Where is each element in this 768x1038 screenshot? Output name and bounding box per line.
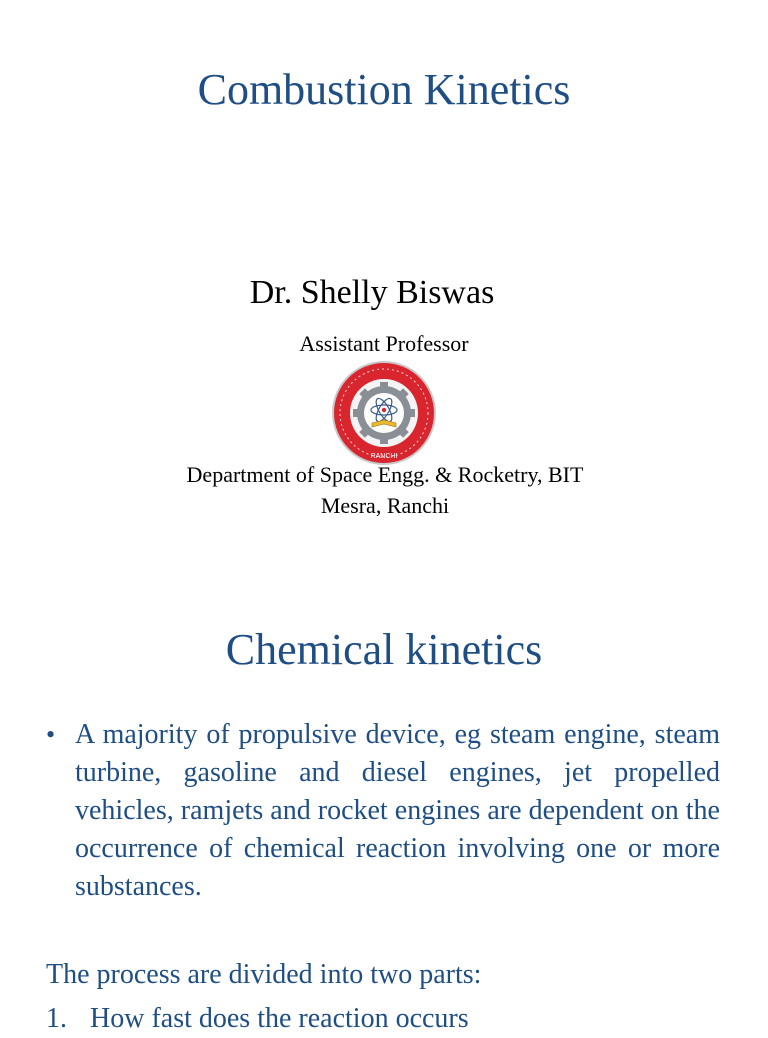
author-position: Assistant Professor [299,331,469,356]
author-name: Dr. Shelly Biswas [249,274,495,311]
slide-title: Chemical kinetics [225,625,543,674]
seal-bottom-text: RANCHI [370,453,398,460]
content-slide [0,600,768,1034]
bullet-text: A majority of propulsive device, eg steam engine, steam turbine, gasoline and diesel engines, jet propelled vehicles, ramjets and rocket engines are dependent on the occurrence of chemical reaction involving one or more substances. [75,719,720,902]
department-line-2: Mesra, Ranchi [320,493,450,518]
bullet-icon: • [46,720,56,749]
list-item [46,1000,746,1038]
slide-title: Combustion Kinetics [197,65,571,114]
seal-icon [331,360,437,466]
department-line-1: Department of Space Engg. & Rocketry, BIT [186,462,584,487]
institute-seal-logo [331,360,437,466]
bullet-item [46,716,720,906]
process-intro: The process are divided into two parts: [46,959,482,990]
list-item-number: 1. [46,1003,67,1034]
department-block [130,459,640,521]
list-item-text: How fast does the reaction occurs [90,1003,469,1034]
